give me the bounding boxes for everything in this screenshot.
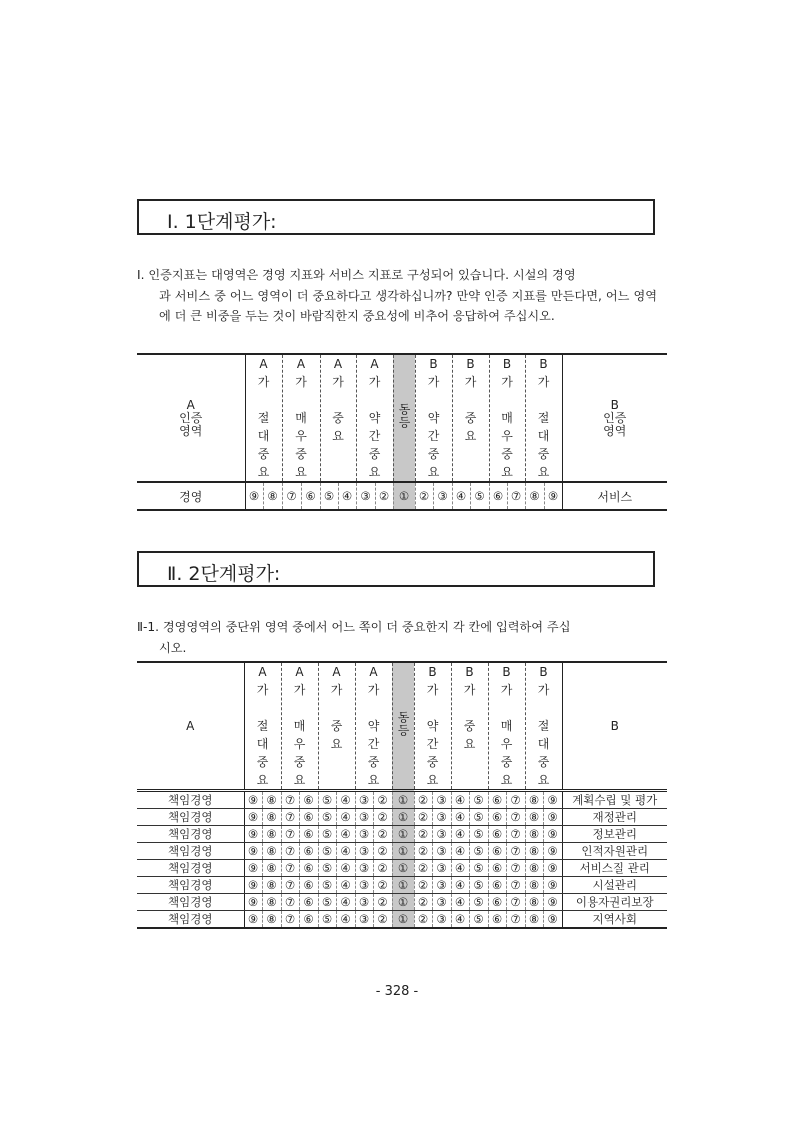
scale-option[interactable]: ⑦ [507,482,525,510]
scale-option[interactable]: ⑨ [244,894,262,911]
scale-option[interactable]: ④ [336,894,355,911]
scale-option[interactable]: ⑥ [299,877,318,894]
scale-option[interactable]: ⑨ [543,911,562,929]
scale-option[interactable]: ⑧ [262,809,281,826]
scale-option[interactable]: ⑧ [525,877,543,894]
header-a-extreme-text: A 가 절 대 중 요 [256,665,269,787]
scale-option[interactable]: ⑨ [245,482,263,510]
header-a-very-text: A 가 매 우 중 요 [295,357,307,479]
scale-option[interactable]: ⑦ [506,843,525,860]
scale-option[interactable]: ② [375,482,393,510]
scale-option-equal[interactable]: ① [392,877,414,894]
scale-option[interactable]: ⑥ [488,826,506,843]
table2-left-header: A [137,662,244,791]
section1-title-box [137,199,655,235]
scale-option-equal[interactable]: ① [392,826,414,843]
scale-option[interactable]: ⑥ [488,911,506,929]
header-b-strong [451,662,488,791]
header-a-strong [318,662,355,791]
scale-option[interactable]: ③ [355,860,373,877]
header-a-moderate [355,662,392,791]
row-a-label: 책임경영 [137,809,244,826]
scale-option[interactable]: ⑤ [469,809,488,826]
scale-option[interactable]: ⑤ [318,877,336,894]
scale-option[interactable]: ⑥ [488,809,506,826]
scale-option[interactable]: ⑤ [469,860,488,877]
scale-option[interactable]: ② [373,860,392,877]
scale-option[interactable]: ⑤ [318,911,336,929]
header-equal-text: 동등 [397,402,411,429]
page-number: - 328 - [375,984,419,999]
scale-option[interactable]: ⑦ [506,809,525,826]
scale-option[interactable]: ⑨ [543,809,562,826]
question2-rest: 시오. [159,640,187,655]
header-b-very-text: B 가 매 우 중 요 [501,357,513,479]
scale-option[interactable]: ② [414,860,432,877]
question1-text [137,265,657,327]
scale-option[interactable]: ⑦ [281,809,299,826]
scale-option[interactable]: ⑥ [299,826,318,843]
header-b-extreme [525,354,562,482]
scale-option[interactable]: ⑨ [543,877,562,894]
header-b-very [489,354,525,482]
scale-option[interactable]: ⑤ [318,843,336,860]
scale-option[interactable]: ⑨ [543,791,562,809]
scale-option[interactable]: ⑥ [301,482,320,510]
header-b-extreme [525,662,562,791]
table2-right-header: B [562,662,667,791]
scale-option[interactable]: ③ [355,791,373,809]
scale-option[interactable]: ⑨ [544,482,562,510]
scale-option[interactable]: ⑦ [506,826,525,843]
row-b-label: 지역사회 [562,911,667,929]
scale-option[interactable]: ③ [355,826,373,843]
scale-option[interactable]: ④ [451,894,469,911]
scale-option[interactable]: ⑥ [299,809,318,826]
table-row [137,877,667,894]
question2-text [137,617,657,658]
table1-left-header [137,354,245,482]
header-equal [393,354,415,482]
scale-option[interactable]: ③ [355,843,373,860]
scale-option[interactable]: ② [414,894,432,911]
row-a-label: 책임경영 [137,860,244,877]
scale-option[interactable]: ⑧ [262,860,281,877]
row-a-label: 책임경영 [137,826,244,843]
header-b-extreme-text: B 가 절 대 중 요 [537,665,550,787]
scale-option[interactable]: ③ [432,791,451,809]
header-b-moderate [414,662,451,791]
scale-option[interactable]: ④ [451,911,469,929]
table1-left-header-text: A 인증 영역 [179,397,203,438]
scale-option[interactable]: ④ [336,809,355,826]
scale-option[interactable]: ⑧ [525,860,543,877]
scale-option[interactable]: ④ [451,826,469,843]
scale-option[interactable]: ⑧ [525,482,544,510]
header-a-very [282,354,320,482]
scale-option[interactable]: ⑤ [470,482,489,510]
scale-option[interactable]: ④ [451,809,469,826]
header-b-strong [452,354,489,482]
scale-option[interactable]: ⑧ [525,911,543,929]
scale-option[interactable]: ⑥ [488,843,506,860]
scale-option[interactable]: ③ [432,809,451,826]
scale-option[interactable]: ④ [452,482,470,510]
scale-option[interactable]: ⑤ [469,843,488,860]
scale-option[interactable]: ⑤ [469,791,488,809]
scale-option[interactable]: ⑥ [488,877,506,894]
scale-option[interactable]: ④ [336,911,355,929]
scale-option[interactable]: ④ [336,791,355,809]
scale-option[interactable]: ④ [336,877,355,894]
table-row [137,482,667,510]
row-b-label: 서비스 [562,482,667,510]
scale-option[interactable]: ③ [355,877,373,894]
header-b-strong-text: B 가 중 요 [463,665,476,751]
scale-option[interactable]: ⑨ [244,826,262,843]
header-equal [392,662,414,791]
scale-option[interactable]: ⑦ [281,791,299,809]
header-a-moderate-text: A 가 약 간 중 요 [368,357,381,479]
header-a-extreme-text: A 가 절 대 중 요 [257,357,270,479]
row-b-label: 계획수립 및 평가 [562,791,667,809]
scale-option[interactable]: ② [414,877,432,894]
question1-rest: 과 서비스 중 어느 영역이 더 중요하다고 생각하십니까? 만약 인증 지표를 만든다면, 어느 영역에 더 큰 비중을 두는 것이 바람직한지 중요성에 비추어 응답하여 주십시오. [159,288,657,324]
table2-body [137,791,667,929]
scale-option[interactable]: ② [414,809,432,826]
scale-option[interactable]: ⑧ [263,482,282,510]
header-b-extreme-text: B 가 절 대 중 요 [537,357,550,479]
scale-option[interactable]: ③ [355,894,373,911]
table2-header-row [137,662,667,791]
scale-option[interactable]: ④ [451,791,469,809]
scale-option[interactable]: ⑤ [469,911,488,929]
scale-option[interactable]: ② [373,826,392,843]
section1-title: Ⅰ. 1단계평가: [167,211,277,233]
scale-option[interactable]: ⑧ [525,791,543,809]
table1-right-header [562,354,667,482]
scale-option[interactable]: ⑧ [262,843,281,860]
row-b-label: 재정관리 [562,809,667,826]
scale-option[interactable]: ⑤ [469,826,488,843]
header-a-strong [320,354,356,482]
scale-option[interactable]: ② [373,809,392,826]
scale-option[interactable]: ⑦ [506,877,525,894]
header-a-moderate [356,354,393,482]
scale-option[interactable]: ⑦ [506,791,525,809]
table-row [137,791,667,809]
scale-option[interactable]: ② [414,843,432,860]
table-row [137,843,667,860]
scale-option[interactable]: ⑥ [489,482,507,510]
scale-option[interactable]: ⑥ [299,860,318,877]
table-row [137,809,667,826]
scale-option[interactable]: ⑤ [318,809,336,826]
table-row [137,826,667,843]
scale-option-equal[interactable]: ① [392,809,414,826]
scale-option[interactable]: ⑧ [262,911,281,929]
scale-option[interactable]: ③ [433,482,452,510]
header-a-strong-text: A 가 중 요 [330,665,343,751]
scale-option[interactable]: ⑤ [318,894,336,911]
header-b-moderate [415,354,452,482]
header-equal-text: 동등 [396,710,410,737]
table-row [137,894,667,911]
scale-option-equal[interactable]: ① [392,911,414,929]
question2-first-line: Ⅱ-1. 경영영역의 중단위 영역 중에서 어느 쪽이 더 중요한지 각 칸에 입력하여 주십 [137,620,571,634]
scale-option[interactable]: ⑦ [282,482,301,510]
header-b-moderate-text: B 가 약 간 중 요 [427,357,440,479]
scale-option[interactable]: ③ [432,826,451,843]
row-b-label: 서비스질 관리 [562,860,667,877]
scale-option[interactable]: ② [414,791,432,809]
row-a-label: 책임경영 [137,843,244,860]
scale-option[interactable]: ⑥ [299,911,318,929]
row-a-label: 책임경영 [137,894,244,911]
scale-option[interactable]: ⑦ [506,894,525,911]
scale-option[interactable]: ⑧ [262,894,281,911]
table1-header-row [137,354,667,482]
row-b-label: 시설관리 [562,877,667,894]
scale-option[interactable]: ⑧ [525,894,543,911]
scale-option[interactable]: ② [373,911,392,929]
scale-option[interactable]: ⑥ [488,860,506,877]
scale-option[interactable]: ⑤ [318,826,336,843]
section2-title: Ⅱ. 2단계평가: [167,563,281,585]
header-b-very-text: B 가 매 우 중 요 [500,665,513,787]
scale-option[interactable]: ⑦ [281,877,299,894]
header-a-very-text: A 가 매 우 중 요 [293,665,306,787]
header-a-extreme [244,662,281,791]
scale-option[interactable]: ⑧ [525,809,543,826]
scale-option[interactable]: ③ [432,894,451,911]
row-a-label: 책임경영 [137,911,244,929]
scale-option[interactable]: ⑨ [244,791,262,809]
scale-option[interactable]: ⑦ [506,911,525,929]
scale-option-equal[interactable]: ① [392,791,414,809]
scale-option[interactable]: ③ [355,911,373,929]
table-row [137,860,667,877]
row-b-label: 인적자원관리 [562,843,667,860]
scale-option[interactable]: ③ [356,482,375,510]
scale-option[interactable]: ⑥ [299,843,318,860]
scale-option[interactable]: ⑨ [244,843,262,860]
header-a-very [281,662,318,791]
scale-option[interactable]: ⑦ [281,826,299,843]
question1-first-line: Ⅰ. 인증지표는 대영역은 경영 지표와 서비스 지표로 구성되어 있습니다. 시설의 경영 [137,268,576,282]
scale-option[interactable]: ② [373,791,392,809]
scale-option[interactable]: ③ [432,843,451,860]
scale-option[interactable]: ⑨ [543,894,562,911]
header-a-moderate-text: A 가 약 간 중 요 [367,665,380,787]
scale-option[interactable]: ⑨ [543,826,562,843]
comparison-table-1 [137,353,667,511]
scale-option[interactable]: ⑤ [469,877,488,894]
row-b-label: 이용자권리보장 [562,894,667,911]
scale-option[interactable]: ③ [432,860,451,877]
scale-option[interactable]: ⑨ [543,843,562,860]
scale-option-equal[interactable]: ① [393,482,415,510]
scale-option[interactable]: ④ [336,826,355,843]
scale-option[interactable]: ⑤ [320,482,338,510]
scale-option[interactable]: ⑥ [488,894,506,911]
scale-option[interactable]: ⑦ [281,860,299,877]
scale-option[interactable]: ⑨ [244,911,262,929]
scale-option[interactable]: ② [373,843,392,860]
header-b-strong-text: B 가 중 요 [464,357,477,443]
scale-option[interactable]: ③ [355,809,373,826]
scale-option[interactable]: ④ [451,843,469,860]
scale-option-equal[interactable]: ① [392,894,414,911]
scale-option[interactable]: ⑨ [244,809,262,826]
scale-option[interactable]: ⑨ [543,860,562,877]
scale-option[interactable]: ② [414,911,432,929]
scale-option[interactable]: ⑨ [244,860,262,877]
header-a-extreme [245,354,282,482]
scale-option[interactable]: ④ [338,482,356,510]
scale-option[interactable]: ⑦ [281,894,299,911]
scale-option[interactable]: ④ [451,877,469,894]
scale-option[interactable]: ② [373,894,392,911]
scale-option[interactable]: ⑤ [318,860,336,877]
scale-option-equal[interactable]: ① [392,860,414,877]
scale-option[interactable]: ④ [451,860,469,877]
header-b-moderate-text: B 가 약 간 중 요 [426,665,439,787]
section2-title-box [137,551,655,587]
scale-option[interactable]: ⑤ [318,791,336,809]
scale-option[interactable]: ⑥ [299,791,318,809]
scale-option[interactable]: ⑧ [525,826,543,843]
row-b-label: 정보관리 [562,826,667,843]
row-a-label: 책임경영 [137,791,244,809]
scale-option[interactable]: ③ [432,911,451,929]
scale-option[interactable]: ② [373,877,392,894]
row-a-label: 책임경영 [137,877,244,894]
scale-option[interactable]: ⑧ [525,843,543,860]
table1-right-header-text: B 인증 영역 [603,397,627,438]
scale-option[interactable]: ③ [432,877,451,894]
scale-option[interactable]: ⑥ [299,894,318,911]
row-a-label: 경영 [137,482,245,510]
header-b-very [488,662,525,791]
comparison-table-2 [137,661,667,929]
scale-option[interactable]: ④ [336,843,355,860]
scale-option[interactable]: ② [414,826,432,843]
scale-option[interactable]: ② [415,482,433,510]
scale-option[interactable]: ④ [336,860,355,877]
table-row [137,911,667,929]
scale-option[interactable]: ⑧ [262,877,281,894]
scale-option[interactable]: ⑦ [281,843,299,860]
scale-option[interactable]: ⑧ [262,791,281,809]
scale-option[interactable]: ⑥ [488,791,506,809]
scale-option[interactable]: ⑨ [244,877,262,894]
scale-option[interactable]: ⑧ [262,826,281,843]
scale-option[interactable]: ⑤ [469,894,488,911]
header-a-strong-text: A 가 중 요 [332,357,344,443]
scale-option[interactable]: ⑦ [281,911,299,929]
scale-option[interactable]: ⑦ [506,860,525,877]
scale-option-equal[interactable]: ① [392,843,414,860]
